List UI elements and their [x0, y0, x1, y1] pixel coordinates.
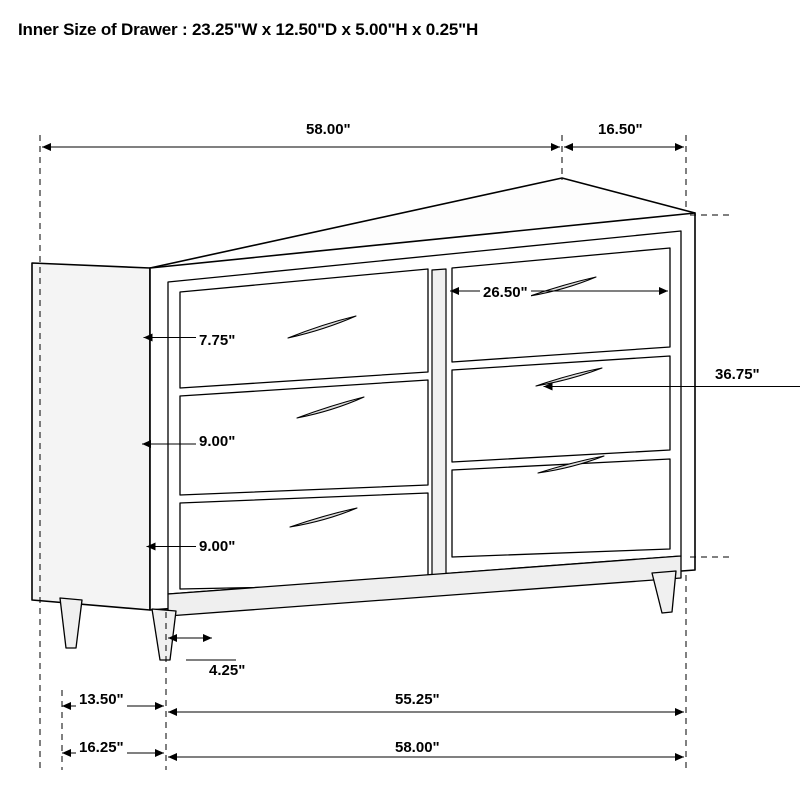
dim-label-total-height: 36.75" [712, 367, 763, 383]
dim-label-drawer-height-3: 9.00" [196, 539, 238, 555]
dresser-body [32, 178, 695, 660]
dresser-left-side [32, 263, 150, 610]
dim-label-top-width-front: 58.00" [303, 122, 354, 138]
leg-front-right [652, 571, 676, 613]
dim-label-case-width: 55.25" [392, 692, 443, 708]
leg-rear-left [60, 598, 82, 648]
drawer-column-divider [432, 269, 446, 578]
dim-label-drawer-height-2: 9.00" [196, 434, 238, 450]
dim-label-side-depth-base: 13.50" [76, 692, 127, 708]
dim-label-drawer-width: 26.50" [480, 285, 531, 301]
drawer-front-right-top [452, 248, 670, 362]
page-title: Inner Size of Drawer : 23.25"W x 12.50"D x 5.00"H x 0.25"H [18, 20, 479, 39]
drawer-front-right-middle [452, 356, 670, 462]
leg-front-left [152, 609, 176, 660]
drawer-front-right-bottom [452, 459, 670, 557]
dim-label-leg-height: 4.25" [206, 663, 248, 679]
dim-label-side-depth-total: 16.25" [76, 740, 127, 756]
dim-label-top-depth-side: 16.50" [595, 122, 646, 138]
dim-label-drawer-height-1: 7.75" [196, 333, 238, 349]
dim-label-bottom-width: 58.00" [392, 740, 443, 756]
